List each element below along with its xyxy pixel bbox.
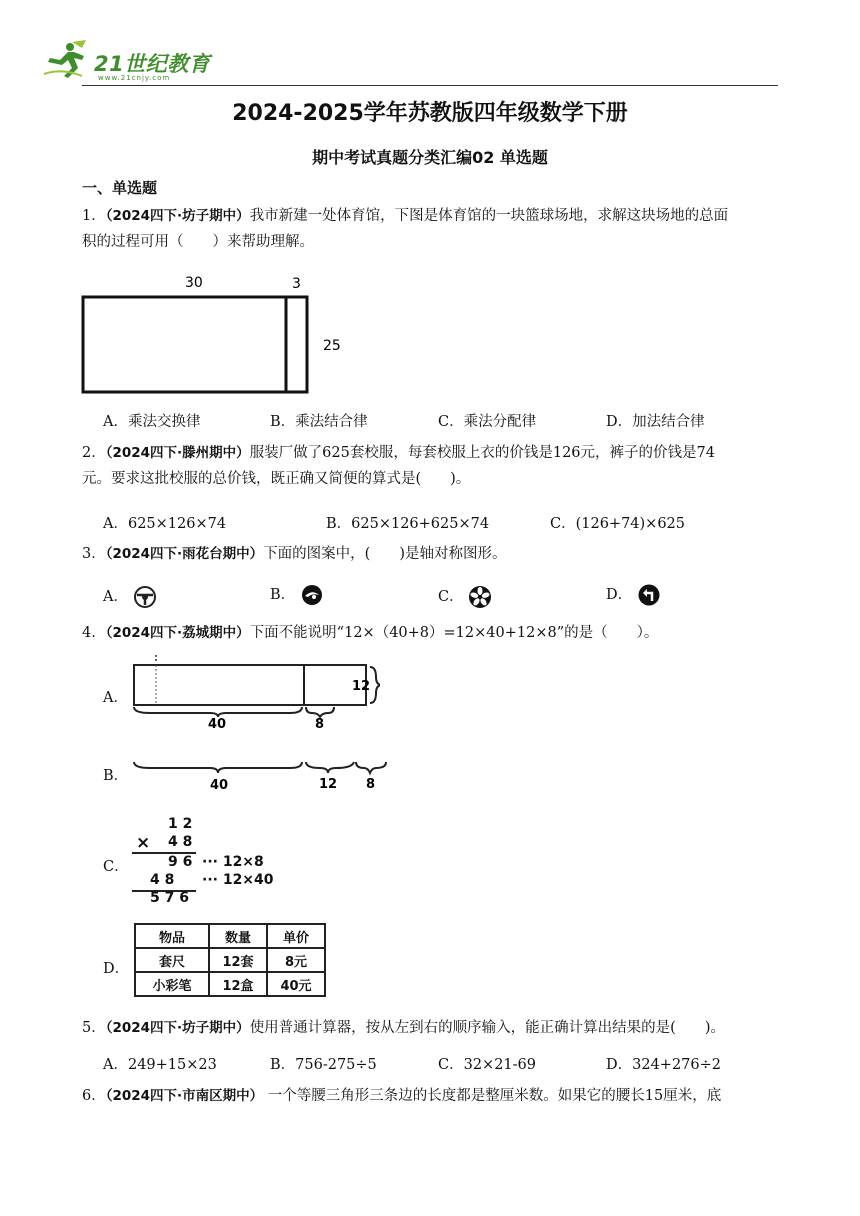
length-40-label: 40 (208, 717, 227, 730)
option-3d[interactable] (606, 583, 661, 607)
table-header: 数量 (209, 924, 267, 948)
logo-text: 21世纪教育 (94, 52, 211, 76)
page-subtitle: 期中考试真题分类汇编02 单选题 (312, 148, 548, 167)
option-4b-figure (130, 758, 395, 793)
table-cell: 套尺 (135, 948, 209, 972)
question-text: 一个等腰三角形三条边的长度都是整厘米数。如果它的腰长15厘米，底 (263, 1088, 722, 1104)
question-text: 积的过程可用（ ）来帮助理解。 (82, 234, 314, 250)
court-figure (80, 270, 370, 400)
question-6 (82, 1083, 782, 1109)
question-number: 3． (82, 546, 106, 562)
question-tag: （2024四下·滕州期中） (105, 445, 250, 461)
option-4d-figure (134, 923, 326, 997)
multiplicand: 1 2 (168, 816, 193, 832)
option-4a-label[interactable]: A． (103, 690, 128, 706)
option-label: A． (103, 589, 128, 605)
option-label: C． (438, 589, 464, 605)
question-text: 下面不能说明“12×（40+8）=12×40+12×8”的是（ ）。 (249, 625, 659, 641)
option-label: D． (606, 587, 633, 603)
question-text: 服装厂做了625套校服，每套校服上衣的价钱是126元，裤子的价钱是74 (249, 445, 715, 461)
length-12-label: 12 (319, 777, 338, 792)
option-5a[interactable]: A．249+15×23 (103, 1057, 217, 1073)
option-4d-label[interactable]: D． (103, 961, 130, 977)
option-2a[interactable]: A．625×126×74 (103, 516, 227, 532)
partial-note-2: ··· 12×40 (202, 872, 274, 888)
table-header: 物品 (135, 924, 209, 948)
turn-left-sign-icon (637, 583, 661, 607)
length-8-label: 8 (366, 777, 376, 792)
partial-product-2: 4 8 (150, 872, 175, 888)
swirl-logo-icon (300, 583, 324, 607)
option-1d[interactable]: D．加法结合律 (606, 414, 705, 430)
option-4b-label[interactable]: B． (103, 768, 129, 784)
option-4c-label[interactable]: C． (103, 859, 129, 875)
product: 5 7 6 (150, 890, 189, 906)
question-2 (82, 440, 782, 492)
option-5b[interactable]: B．756-275÷5 (270, 1057, 377, 1073)
question-number: 1． (82, 208, 106, 224)
table-cell: 40元 (267, 972, 325, 996)
table-cell: 8元 (267, 948, 325, 972)
option-1a[interactable]: A．乘法交换律 (103, 414, 201, 430)
option-3b[interactable] (270, 583, 324, 607)
question-text: 下面的图案中，( )是轴对称图形。 (263, 546, 507, 562)
option-4c-figure (130, 816, 330, 908)
header-logo (42, 38, 212, 84)
table-cell: 12盒 (209, 972, 267, 996)
option-5c[interactable]: C．32×21-69 (438, 1057, 536, 1073)
question-text: 元。要求这批校服的总价钱，既正确又简便的算式是( )。 (82, 471, 471, 487)
question-tag: （2024四下·坊子期中） (105, 208, 250, 224)
court-height-label: 25 (323, 338, 341, 354)
question-number: 6． (82, 1088, 106, 1104)
question-3 (82, 541, 782, 567)
table-cell: 小彩笔 (135, 972, 209, 996)
question-text: 使用普通计算器，按从左到右的顺序输入，能正确计算出结果的是( )。 (249, 1020, 725, 1036)
length-40-label: 40 (210, 778, 229, 793)
question-tag: （2024四下·雨花台期中） (105, 546, 264, 562)
option-2c[interactable]: C．(126+74)×625 (550, 516, 686, 532)
question-text: 我市新建一处体育馆，下图是体育馆的一块篮球场地，求解这块场地的总面 (249, 208, 729, 224)
logo-url: www.21cnjy.com (98, 74, 171, 82)
flower-emblem-icon (468, 585, 492, 609)
option-3c[interactable] (438, 585, 492, 609)
option-2b[interactable]: B．625×126+625×74 (326, 516, 490, 532)
court-width-label: 30 (185, 275, 203, 291)
option-label: B． (270, 587, 296, 603)
question-number: 4． (82, 625, 106, 641)
option-1c[interactable]: C．乘法分配律 (438, 414, 537, 430)
table-row (135, 972, 325, 996)
table-cell: 12套 (209, 948, 267, 972)
goods-table (134, 923, 326, 997)
page-title: 2024-2025学年苏教版四年级数学下册 (232, 101, 628, 126)
times-sign: × (136, 833, 151, 853)
question-tag: （2024四下·坊子期中） (105, 1020, 250, 1036)
question-tag: （2024四下·荔城期中） (105, 625, 250, 641)
question-4 (82, 620, 782, 646)
option-1b[interactable]: B．乘法结合律 (270, 414, 368, 430)
table-header: 单价 (267, 924, 325, 948)
question-number: 5． (82, 1020, 106, 1036)
partial-product-1: 9 6 (168, 854, 193, 870)
table-header-row (135, 924, 325, 948)
question-5 (82, 1015, 782, 1041)
multiplier: 4 8 (168, 834, 193, 850)
runner-logo-icon (42, 38, 98, 80)
option-4a-figure (130, 655, 380, 730)
steering-wheel-icon (133, 585, 157, 609)
header-rule (82, 85, 778, 86)
height-12-label: 12 (352, 679, 371, 694)
section-heading: 一、单选题 (82, 179, 158, 197)
option-3a[interactable] (103, 585, 157, 609)
option-5d[interactable]: D．324+276÷2 (606, 1057, 722, 1073)
length-8-label: 8 (315, 717, 325, 730)
question-tag: （2024四下·市南区期中） (105, 1088, 264, 1104)
table-row (135, 948, 325, 972)
question-number: 2． (82, 445, 106, 461)
partial-note-1: ··· 12×8 (202, 854, 264, 870)
question-1 (82, 203, 782, 255)
court-strip-label: 3 (292, 276, 301, 292)
